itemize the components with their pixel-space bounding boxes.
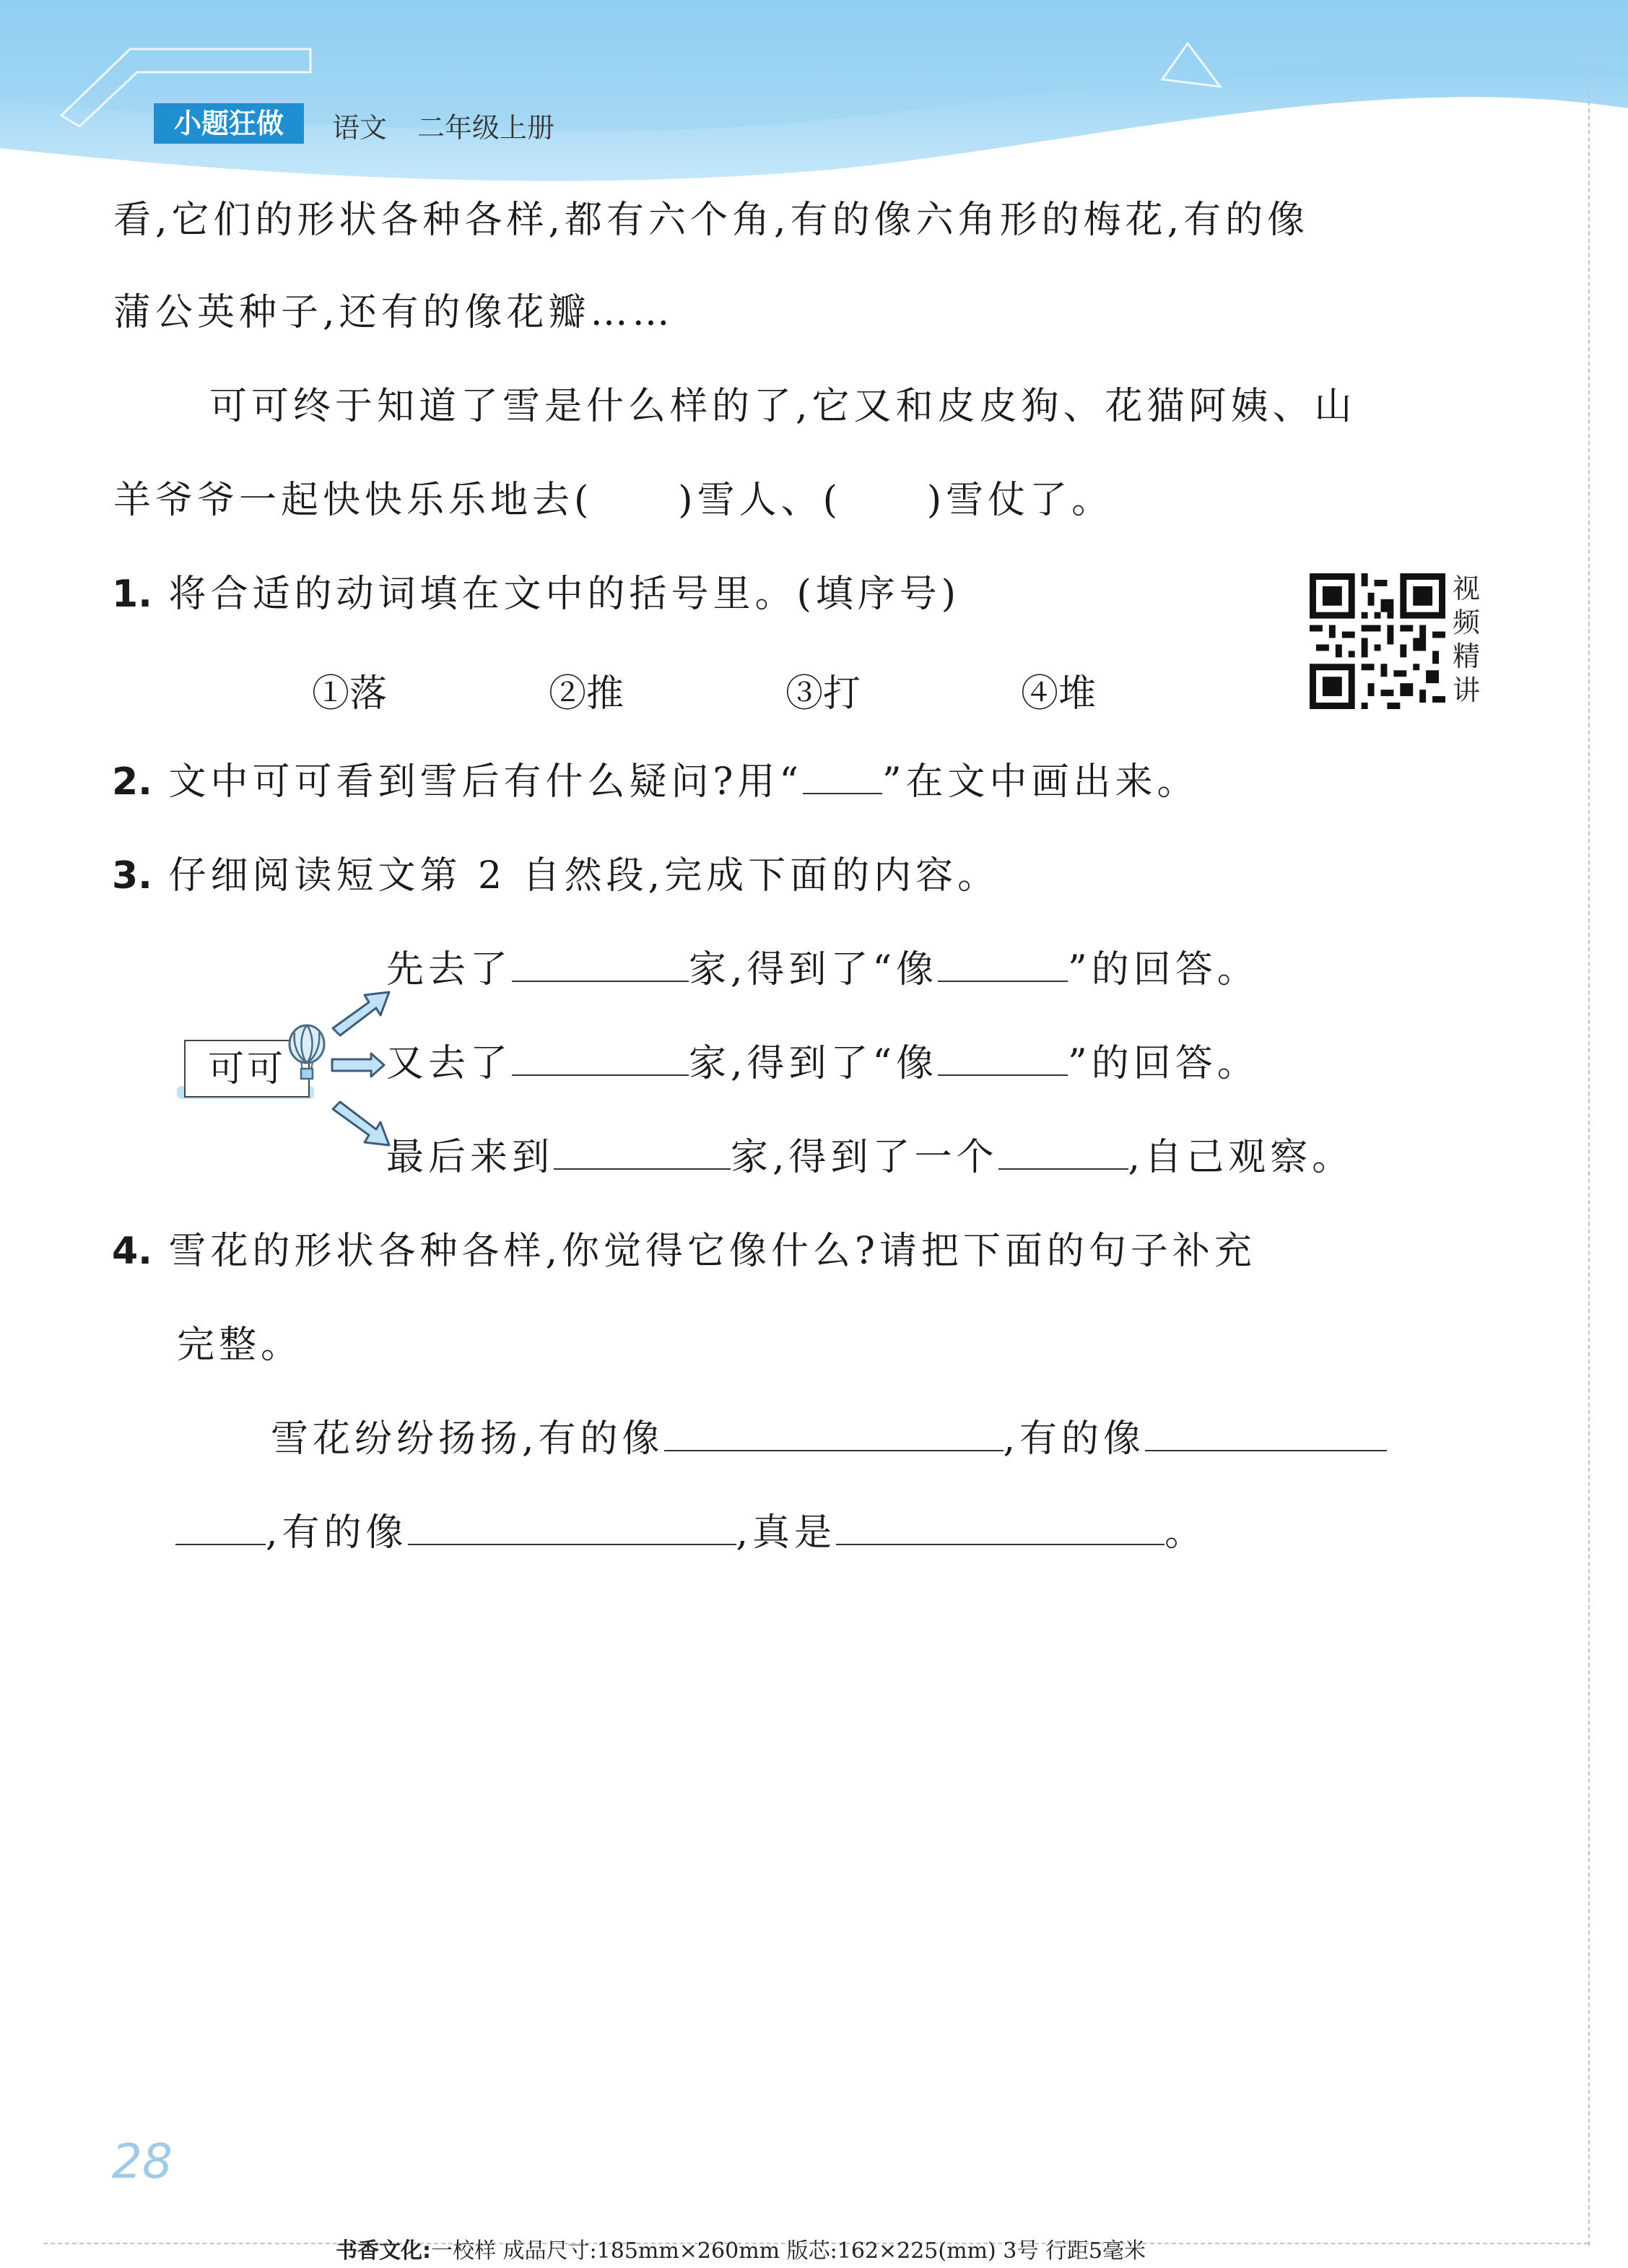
question-1: [112, 569, 960, 620]
arrow-right-icon: [329, 1051, 387, 1079]
q3-row-1-blank-2[interactable]: [938, 946, 1068, 982]
passage-line-3: 可可终于知道了雪是什么样的了,它又和皮皮狗、花猫阿姨、山: [209, 385, 1357, 428]
option-4: ④堆: [1021, 672, 1097, 716]
balloon-icon: [287, 1024, 326, 1082]
header-wave-decoration: [0, 0, 1628, 195]
q4-blank-2a[interactable]: [1145, 1415, 1387, 1451]
passage-line-2: 蒲公英种子,还有的像花瓣……: [113, 291, 674, 334]
grade-label: 二年级上册: [417, 112, 555, 144]
arrow-up-icon: [328, 982, 393, 1040]
qr-video-label: 视 频 精 讲: [1453, 573, 1481, 706]
q3-row-1: 先去了 家,得到了“像 ”的回答。: [386, 944, 1259, 995]
passage-line-4: [113, 475, 1113, 526]
passage-line-1: 看,它们的形状各种各样,都有六个角,有的像六角形的梅花,有的像: [113, 199, 1310, 242]
passage-line-4-a: 羊爷爷一起快快乐乐地去(: [113, 479, 593, 522]
keke-box: 可可: [184, 1040, 310, 1098]
q4-blank-2b[interactable]: [175, 1509, 266, 1545]
question-4: [112, 1226, 1256, 1277]
passage-line-4-b: )雪人、(: [678, 479, 842, 522]
q4-sentence-line-1: 雪花纷纷扬扬,有的像 ,有的像: [271, 1414, 1387, 1464]
series-badge: 小题狂做: [154, 103, 304, 144]
question-2-text-a: 文中可可看到雪后有什么疑问?用“: [168, 760, 803, 804]
q3-row-1-blank-1[interactable]: [512, 946, 689, 982]
q3-row-2-blank-2[interactable]: [938, 1040, 1068, 1076]
q4-blank-3[interactable]: [408, 1509, 736, 1545]
question-3-text: 仔细阅读短文第 2 自然段,完成下面的内容。: [168, 854, 1000, 898]
question-4-text-2: 完整。: [177, 1324, 303, 1367]
page-number: 28: [112, 2134, 173, 2189]
print-info-footer: [336, 2233, 1146, 2264]
q3-row-3: 最后来到 家,得到了一个 ,自己观察。: [386, 1132, 1354, 1183]
option-3: ③打: [785, 672, 861, 716]
q3-row-3-blank-1[interactable]: [554, 1134, 731, 1170]
option-2: ②推: [549, 672, 624, 716]
qr-code-icon[interactable]: [1310, 573, 1445, 709]
question-2: [112, 757, 1199, 807]
q3-row-3-blank-2[interactable]: [998, 1134, 1128, 1170]
question-4-text-1: 雪花的形状各种各样,你觉得它像什么?请把下面的句子补充: [168, 1230, 1256, 1273]
q4-sentence-line-2: ,有的像 ,真是 。: [175, 1508, 1206, 1558]
q4-blank-4[interactable]: [836, 1509, 1165, 1545]
frame-border-right: [1588, 29, 1590, 2246]
q4-blank-1[interactable]: [664, 1415, 1004, 1451]
question-2-text-b: ”在文中画出来。: [882, 760, 1199, 804]
question-1-number: 1.: [112, 573, 152, 616]
question-3-number: 3.: [112, 854, 152, 898]
q3-row-2: 又去了 家,得到了“像 ”的回答。: [386, 1038, 1259, 1089]
arrow-down-icon: [328, 1098, 393, 1155]
question-1-text: 将合适的动词填在文中的括号里。(填序号): [168, 573, 961, 616]
question-4-number: 4.: [112, 1230, 152, 1273]
question-3: [112, 851, 999, 901]
passage-line-4-c: )雪仗了。: [926, 479, 1114, 522]
q3-row-2-blank-1[interactable]: [512, 1040, 689, 1076]
footer-brand: 书香文化:: [336, 2238, 431, 2264]
question-2-number: 2.: [112, 760, 152, 804]
footer-text: 一校样 成品尺寸:185mm×260mm 版芯:162×225(mm) 3号 行距5毫米: [431, 2238, 1146, 2264]
option-1: ①落: [312, 672, 388, 716]
underline-sample: [803, 758, 882, 794]
subject-label: 语文: [332, 112, 388, 144]
